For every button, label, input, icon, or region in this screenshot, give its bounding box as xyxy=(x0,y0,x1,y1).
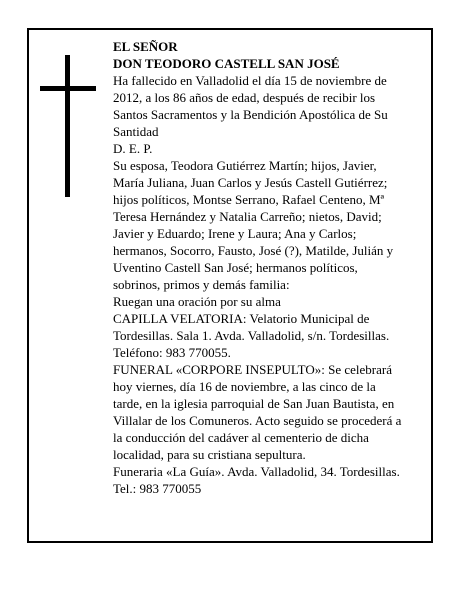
text-line: Santidad xyxy=(113,124,159,139)
text-line: hoy viernes, día 16 de noviembre, a las cinco de la xyxy=(113,379,376,394)
death-announcement xyxy=(113,72,425,140)
text-line: FUNERAL «CORPORE INSEPULTO»: Se celebrará xyxy=(113,362,393,377)
text-line: María Juliana, Juan Carlos y Jesús Castell Gutiérrez; xyxy=(113,175,388,190)
chapel-info xyxy=(113,310,425,361)
text-line: D. E. P. xyxy=(113,141,153,156)
obituary-text xyxy=(113,38,425,497)
text-line: 2012, a los 86 años de edad, después de recibir los xyxy=(113,90,376,105)
text-line: Santos Sacramentos y la Bendición Apostólica de Su xyxy=(113,107,388,122)
deceased-name: DON TEODORO CASTELL SAN JOSÉ xyxy=(113,56,340,71)
text-line: Funeraria «La Guía». Avda. Valladolid, 34. Tordesillas. xyxy=(113,464,400,479)
text-line: Ha fallecido en Valladolid el día 15 de noviembre de xyxy=(113,73,387,88)
text-line: Teresa Hernández y Natalia Carreño; nietos, David; xyxy=(113,209,382,224)
text-line: localidad, para su cristiana sepultura. xyxy=(113,447,306,462)
latin-cross-icon xyxy=(40,55,96,197)
text-line: la conducción del cadáver al cementerio de dicha xyxy=(113,430,369,445)
text-line: hijos políticos, Montse Serrano, Rafael Centeno, Mª xyxy=(113,192,385,207)
notice-heading: EL SEÑOR xyxy=(113,39,178,54)
text-line: Ruegan una oración por su alma xyxy=(113,294,281,309)
funeral-info xyxy=(113,361,425,463)
text-line: sobrinos, primos y demás familia: xyxy=(113,277,290,292)
rip-line xyxy=(113,140,425,157)
text-line: Tel.: 983 770055 xyxy=(113,481,202,496)
family-list xyxy=(113,157,425,293)
prayer-request xyxy=(113,293,425,310)
text-line: Teléfono: 983 770055. xyxy=(113,345,231,360)
funeral-home-info xyxy=(113,463,425,497)
text-line: Su esposa, Teodora Gutiérrez Martín; hijos, Javier, xyxy=(113,158,377,173)
text-line: CAPILLA VELATORIA: Velatorio Municipal de xyxy=(113,311,370,326)
text-line: Tordesillas. Sala 1. Avda. Valladolid, s/n. Tordesillas. xyxy=(113,328,390,343)
text-line: hermanos, Socorro, Fausto, José (?), Matilde, Julián y xyxy=(113,243,394,258)
text-line: tarde, en la iglesia parroquial de San Juan Bautista, en xyxy=(113,396,395,411)
text-line: Javier y Eduardo; Irene y Laura; Ana y Carlos; xyxy=(113,226,357,241)
text-line: Villalar de los Comuneros. Acto seguido se procederá a xyxy=(113,413,402,428)
text-line: Uventino Castell San José; hermanos políticos, xyxy=(113,260,358,275)
